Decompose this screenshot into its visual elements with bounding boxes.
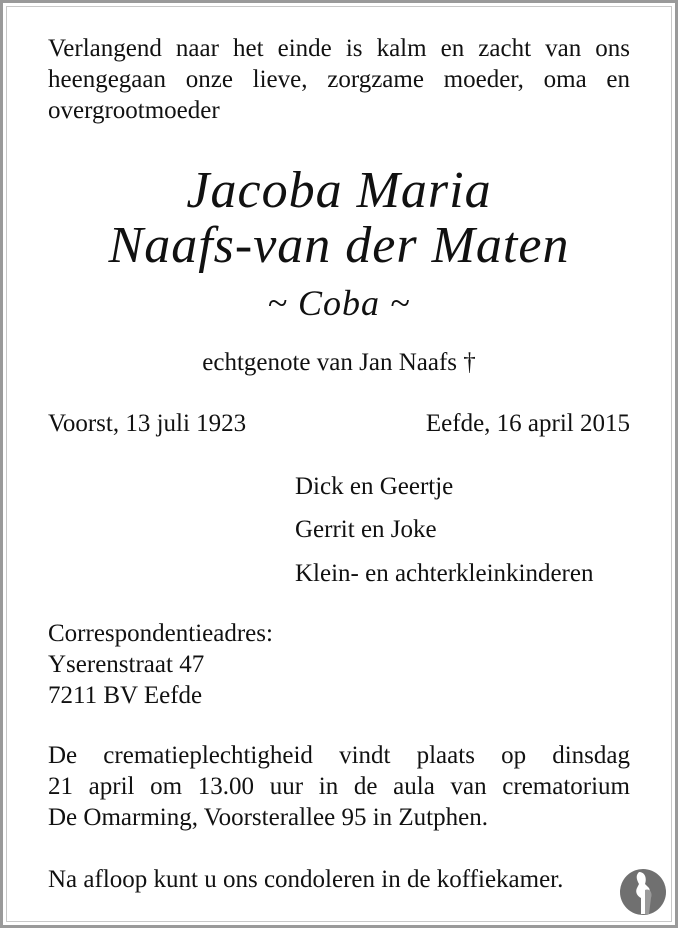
closing-line: Na afloop kunt u ons condoleren in de koffiekamer.	[48, 866, 564, 893]
ceremony-line: De crematieplechtigheid vindt plaats op dinsdag	[48, 742, 630, 769]
nickname: ~ Coba ~	[267, 283, 411, 323]
intro-line: heengegaan onze lieve, zorgzame moeder, oma en	[48, 66, 630, 93]
address-city: 7211 BV Eefde	[48, 682, 203, 709]
deceased-first-names: Jacoba Maria	[186, 162, 492, 219]
ceremony-line: 21 april om 13.00 uur in de aula van crematorium	[48, 773, 630, 800]
spouse-line: echtgenote van Jan Naafs †	[202, 349, 476, 376]
intro-line: overgrootmoeder	[48, 97, 220, 124]
birth-line: Voorst, 13 juli 1923	[48, 410, 247, 437]
ceremony-line: De Omarming, Voorsterallee 95 in Zutphen.	[48, 804, 488, 831]
deceased-surname: Naafs-van der Maten	[108, 217, 570, 274]
embrace-logo-icon	[619, 868, 667, 916]
address-street: Yserenstraat 47	[48, 651, 205, 678]
intro-line: Verlangend naar het einde is kalm en zacht van ons	[48, 35, 630, 62]
family-line: Dick en Geertje	[295, 473, 454, 500]
address-label: Correspondentieadres:	[48, 620, 273, 647]
family-line: Gerrit en Joke	[295, 516, 437, 543]
family-line: Klein- en achterkleinkinderen	[295, 560, 594, 587]
death-line: Eefde, 16 april 2015	[425, 410, 630, 437]
